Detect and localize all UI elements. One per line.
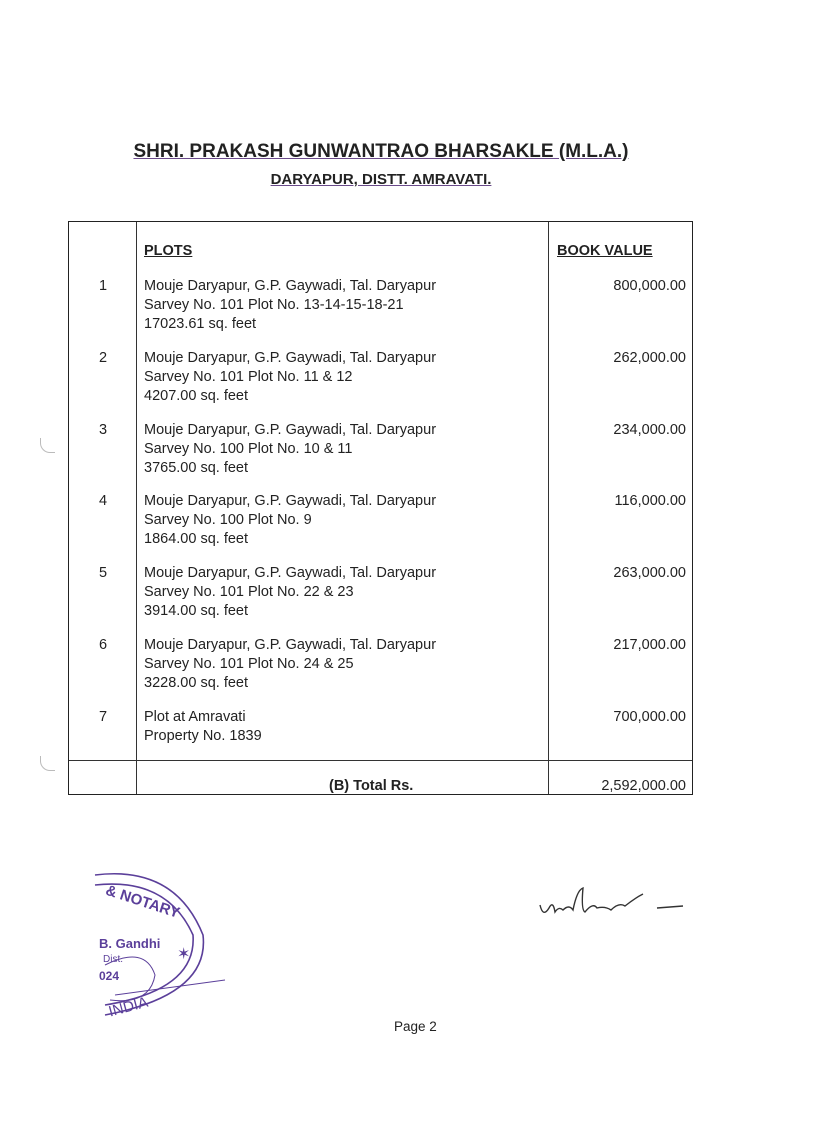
description-line: Sarvey No. 101 Plot No. 22 & 23 xyxy=(144,584,354,600)
description-line: 4207.00 sq. feet xyxy=(144,388,248,404)
description-line: 3765.00 sq. feet xyxy=(144,460,248,476)
plot-description xyxy=(144,349,436,406)
description-line: Mouje Daryapur, G.P. Gaywadi, Tal. Daryapur xyxy=(144,422,437,438)
description-line: 17023.61 sq. feet xyxy=(144,316,257,332)
plot-description xyxy=(144,492,436,549)
signature xyxy=(535,880,695,930)
row-number: 4 xyxy=(98,493,108,509)
description-line: Sarvey No. 100 Plot No. 9 xyxy=(144,512,312,528)
stamp-text: 024 xyxy=(99,969,120,983)
plots-table xyxy=(68,221,693,795)
notary-stamp xyxy=(85,855,235,1025)
description-line: Mouje Daryapur, G.P. Gaywadi, Tal. Daryapur xyxy=(144,278,437,294)
description-line: 3228.00 sq. feet xyxy=(144,675,248,691)
book-value: 234,000.00 xyxy=(613,422,686,438)
description-line: Sarvey No. 100 Plot No. 10 & 11 xyxy=(144,441,353,457)
book-value: 263,000.00 xyxy=(613,565,686,581)
plot-description xyxy=(144,277,436,334)
description-line: 1864.00 sq. feet xyxy=(144,531,248,547)
description-line: Sarvey No. 101 Plot No. 13-14-15-18-21 xyxy=(144,297,404,313)
punch-hole-mark xyxy=(40,438,55,453)
document-title: SHRI. PRAKASH GUNWANTRAO BHARSAKLE (M.L.A.) xyxy=(133,141,629,162)
book-value: 700,000.00 xyxy=(613,709,686,725)
stamp-text: INDIA xyxy=(106,993,150,1021)
book-value: 800,000.00 xyxy=(613,278,686,294)
book-value: 217,000.00 xyxy=(613,637,686,653)
book-value: 116,000.00 xyxy=(614,493,686,509)
plots-header: PLOTS xyxy=(144,243,193,259)
description-line: Property No. 1839 xyxy=(144,728,262,744)
total-value: 2,592,000.00 xyxy=(601,778,686,794)
plot-description xyxy=(144,708,262,746)
row-number: 7 xyxy=(98,709,108,725)
stamp-text: B. Gandhi xyxy=(99,936,161,951)
description-line: Sarvey No. 101 Plot No. 11 & 12 xyxy=(144,369,353,385)
description-line: Plot at Amravati xyxy=(144,709,246,725)
plot-description xyxy=(144,564,436,621)
plot-description xyxy=(144,421,436,478)
document-subtitle: DARYAPUR, DISTT. AMRAVATI. xyxy=(270,171,492,188)
column-divider xyxy=(548,222,549,794)
total-label: (B) Total Rs. xyxy=(329,778,414,794)
row-number: 2 xyxy=(98,350,108,366)
description-line: Mouje Daryapur, G.P. Gaywadi, Tal. Daryapur xyxy=(144,565,437,581)
row-number: 5 xyxy=(98,565,108,581)
description-line: Mouje Daryapur, G.P. Gaywadi, Tal. Daryapur xyxy=(144,637,437,653)
row-number: 1 xyxy=(98,278,108,294)
description-line: Mouje Daryapur, G.P. Gaywadi, Tal. Daryapur xyxy=(144,493,437,509)
plot-description xyxy=(144,636,436,693)
total-divider xyxy=(69,760,692,761)
book-value: 262,000.00 xyxy=(613,350,686,366)
row-number: 3 xyxy=(98,422,108,438)
stamp-text: Dist. xyxy=(103,954,123,965)
description-line: 3914.00 sq. feet xyxy=(144,603,248,619)
page-number: Page 2 xyxy=(394,1019,437,1034)
star-icon: ✶ xyxy=(177,946,191,963)
description-line: Sarvey No. 101 Plot No. 24 & 25 xyxy=(144,656,354,672)
description-line: Mouje Daryapur, G.P. Gaywadi, Tal. Daryapur xyxy=(144,350,437,366)
row-number: 6 xyxy=(98,637,108,653)
punch-hole-mark xyxy=(40,756,55,771)
book-value-header: BOOK VALUE xyxy=(557,243,653,259)
stamp-text: & NOTARY xyxy=(103,881,182,922)
